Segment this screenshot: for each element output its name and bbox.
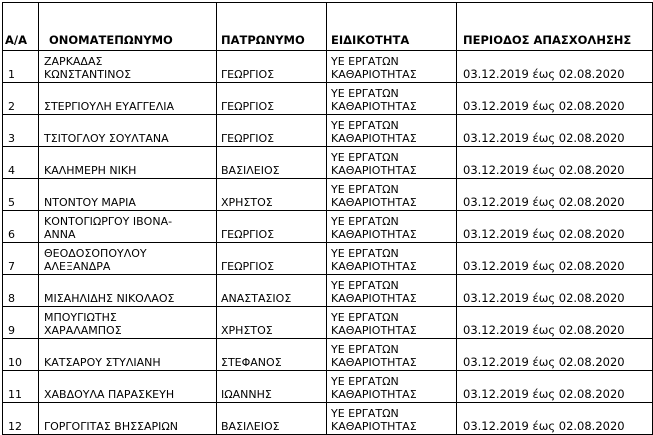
- cell-specialty-line1: ΥΕ ΕΡΓΑΤΩΝ: [331, 247, 399, 260]
- cell-specialty: [327, 211, 457, 243]
- cell-specialty-line1: ΥΕ ΕΡΓΑΤΩΝ: [331, 183, 399, 196]
- cell-period: 03.12.2019 έως 02.08.2020: [457, 115, 653, 147]
- cell-name: [39, 211, 217, 243]
- cell-father: ΒΑΣΙΛΕΙΟΣ: [217, 403, 327, 435]
- cell-name-line2: ΜΙΣΑΗΛΙΔΗΣ ΝΙΚΟΛΑΟΣ: [44, 292, 175, 305]
- cell-specialty-line2: ΚΑΘΑΡΙΟΤΗΤΑΣ: [331, 292, 417, 305]
- cell-aa: 5: [3, 179, 39, 211]
- header-name: ΟΝΟΜΑΤΕΠΩΝΥΜΟ: [39, 3, 217, 51]
- cell-specialty-line1: ΥΕ ΕΡΓΑΤΩΝ: [331, 55, 399, 68]
- table-row: [3, 211, 653, 243]
- cell-name: [39, 243, 217, 275]
- cell-specialty: [327, 403, 457, 435]
- cell-aa: 7: [3, 243, 39, 275]
- cell-period: 03.12.2019 έως 02.08.2020: [457, 243, 653, 275]
- cell-period: 03.12.2019 έως 02.08.2020: [457, 339, 653, 371]
- cell-name: [39, 51, 217, 83]
- cell-period: 03.12.2019 έως 02.08.2020: [457, 147, 653, 179]
- cell-aa: 11: [3, 371, 39, 403]
- cell-specialty: [327, 83, 457, 115]
- cell-period: 03.12.2019 έως 02.08.2020: [457, 307, 653, 339]
- cell-name-line1: ΘΕΟΔΟΣΟΠΟΥΛΟΥ: [44, 247, 147, 260]
- cell-name-line1: [44, 183, 216, 196]
- cell-father: ΣΤΕΦΑΝΟΣ: [217, 339, 327, 371]
- table-row: [3, 83, 653, 115]
- cell-name-line1: [44, 151, 216, 164]
- table-row: [3, 339, 653, 371]
- cell-father: ΓΕΩΡΓΙΟΣ: [217, 243, 327, 275]
- cell-name-line1: [44, 119, 216, 132]
- cell-period: 03.12.2019 έως 02.08.2020: [457, 371, 653, 403]
- cell-aa: 6: [3, 211, 39, 243]
- cell-name-line2: ΣΤΕΡΓΙΟΥΛΗ ΕΥΑΓΓΕΛΙΑ: [44, 100, 174, 113]
- cell-name-line1: [44, 407, 216, 420]
- cell-aa: 1: [3, 51, 39, 83]
- cell-aa: 2: [3, 83, 39, 115]
- cell-name-line1: [44, 279, 216, 292]
- table-row: [3, 307, 653, 339]
- cell-specialty: [327, 339, 457, 371]
- cell-aa: 12: [3, 403, 39, 435]
- cell-specialty: [327, 307, 457, 339]
- cell-name-line1: ΖΑΡΚΑΔΑΣ: [44, 55, 103, 68]
- cell-name: [39, 83, 217, 115]
- cell-specialty-line1: ΥΕ ΕΡΓΑΤΩΝ: [331, 279, 399, 292]
- table-row: [3, 147, 653, 179]
- cell-specialty-line2: ΚΑΘΑΡΙΟΤΗΤΑΣ: [331, 68, 417, 81]
- cell-aa: 8: [3, 275, 39, 307]
- cell-aa: 10: [3, 339, 39, 371]
- cell-specialty-line2: ΚΑΘΑΡΙΟΤΗΤΑΣ: [331, 196, 417, 209]
- cell-specialty-line2: ΚΑΘΑΡΙΟΤΗΤΑΣ: [331, 132, 417, 145]
- cell-name-line2: ΧΑΡΑΛΑΜΠΟΣ: [44, 324, 122, 337]
- table-row: [3, 115, 653, 147]
- cell-name-line1: [44, 87, 216, 100]
- cell-name-line2: ΚΑΛΗΜΕΡΗ ΝΙΚΗ: [44, 164, 137, 177]
- cell-specialty-line2: ΚΑΘΑΡΙΟΤΗΤΑΣ: [331, 260, 417, 273]
- cell-specialty: [327, 51, 457, 83]
- cell-specialty: [327, 179, 457, 211]
- cell-specialty: [327, 115, 457, 147]
- cell-specialty-line2: ΚΑΘΑΡΙΟΤΗΤΑΣ: [331, 164, 417, 177]
- cell-father: ΓΕΩΡΓΙΟΣ: [217, 51, 327, 83]
- cell-father: ΧΡΗΣΤΟΣ: [217, 179, 327, 211]
- cell-period: 03.12.2019 έως 02.08.2020: [457, 51, 653, 83]
- cell-name-line2: ΤΣΙΤΟΓΛΟΥ ΣΟΥΛΤΑΝΑ: [44, 132, 169, 145]
- cell-father: ΙΩΑΝΝΗΣ: [217, 371, 327, 403]
- header-period: ΠΕΡΙΟΔΟΣ ΑΠΑΣΧΟΛΗΣΗΣ: [457, 3, 653, 51]
- cell-period: 03.12.2019 έως 02.08.2020: [457, 83, 653, 115]
- cell-period: 03.12.2019 έως 02.08.2020: [457, 403, 653, 435]
- cell-name-line2: ΧΑΒΔΟΥΛΑ ΠΑΡΑΣΚΕΥΗ: [44, 388, 175, 401]
- cell-aa: 3: [3, 115, 39, 147]
- cell-name-line2: ΚΑΤΣΑΡΟΥ ΣΤΥΛΙΑΝΗ: [44, 356, 161, 369]
- cell-name: [39, 275, 217, 307]
- cell-name: [39, 115, 217, 147]
- cell-father: ΑΝΑΣΤΑΣΙΟΣ: [217, 275, 327, 307]
- table-row: [3, 51, 653, 83]
- cell-father: ΓΕΩΡΓΙΟΣ: [217, 211, 327, 243]
- cell-specialty-line1: ΥΕ ΕΡΓΑΤΩΝ: [331, 343, 399, 356]
- cell-specialty-line1: ΥΕ ΕΡΓΑΤΩΝ: [331, 151, 399, 164]
- header-aa: Α/Α: [3, 3, 39, 51]
- cell-specialty-line1: ΥΕ ΕΡΓΑΤΩΝ: [331, 87, 399, 100]
- cell-period: 03.12.2019 έως 02.08.2020: [457, 211, 653, 243]
- cell-name-line1: ΜΠΟΥΓΙΩΤΗΣ: [44, 311, 117, 324]
- table-body: [3, 51, 653, 435]
- cell-name-line2: ΑΛΕΞΑΝΔΡΑ: [44, 260, 111, 273]
- cell-specialty: [327, 371, 457, 403]
- cell-father: ΧΡΗΣΤΟΣ: [217, 307, 327, 339]
- cell-name-line1: [44, 375, 216, 388]
- cell-name: [39, 147, 217, 179]
- cell-name: [39, 179, 217, 211]
- cell-specialty: [327, 275, 457, 307]
- cell-specialty-line1: ΥΕ ΕΡΓΑΤΩΝ: [331, 407, 399, 420]
- cell-aa: 4: [3, 147, 39, 179]
- cell-name: [39, 403, 217, 435]
- cell-specialty-line2: ΚΑΘΑΡΙΟΤΗΤΑΣ: [331, 228, 417, 241]
- cell-specialty-line2: ΚΑΘΑΡΙΟΤΗΤΑΣ: [331, 420, 417, 433]
- cell-father: ΒΑΣΙΛΕΙΟΣ: [217, 147, 327, 179]
- cell-name-line2: ΚΩΝΣΤΑΝΤΙΝΟΣ: [44, 68, 132, 81]
- table-row: [3, 179, 653, 211]
- cell-name-line1: ΚΟΝΤΟΓΙΩΡΓΟΥ ΙΒΟΝΑ-: [44, 215, 173, 228]
- cell-name: [39, 339, 217, 371]
- cell-specialty-line1: ΥΕ ΕΡΓΑΤΩΝ: [331, 311, 399, 324]
- header-row: [3, 3, 653, 51]
- table-row: [3, 403, 653, 435]
- cell-name-line2: ΑΝΝΑ: [44, 228, 76, 241]
- table-row: [3, 243, 653, 275]
- cell-specialty: [327, 147, 457, 179]
- cell-specialty-line2: ΚΑΘΑΡΙΟΤΗΤΑΣ: [331, 388, 417, 401]
- cell-specialty-line2: ΚΑΘΑΡΙΟΤΗΤΑΣ: [331, 356, 417, 369]
- cell-specialty-line1: ΥΕ ΕΡΓΑΤΩΝ: [331, 119, 399, 132]
- cell-specialty-line2: ΚΑΘΑΡΙΟΤΗΤΑΣ: [331, 100, 417, 113]
- cell-aa: 9: [3, 307, 39, 339]
- cell-name-line2: ΝΤΟΝΤΟΥ ΜΑΡΙΑ: [44, 196, 136, 209]
- employees-table: [2, 2, 653, 435]
- cell-name-line1: [44, 343, 216, 356]
- cell-specialty-line1: ΥΕ ΕΡΓΑΤΩΝ: [331, 215, 399, 228]
- cell-father: ΓΕΩΡΓΙΟΣ: [217, 83, 327, 115]
- cell-name: [39, 371, 217, 403]
- cell-specialty: [327, 243, 457, 275]
- cell-period: 03.12.2019 έως 02.08.2020: [457, 179, 653, 211]
- cell-name-line2: ΓΟΡΓΟΓΙΤΑΣ ΒΗΣΣΑΡΙΩΝ: [44, 420, 179, 433]
- cell-specialty-line1: ΥΕ ΕΡΓΑΤΩΝ: [331, 375, 399, 388]
- cell-specialty-line2: ΚΑΘΑΡΙΟΤΗΤΑΣ: [331, 324, 417, 337]
- header-specialty: ΕΙΔΙΚΟΤΗΤΑ: [327, 3, 457, 51]
- header-father: ΠΑΤΡΩΝΥΜΟ: [217, 3, 327, 51]
- table-row: [3, 275, 653, 307]
- cell-name: [39, 307, 217, 339]
- cell-period: 03.12.2019 έως 02.08.2020: [457, 275, 653, 307]
- table-row: [3, 371, 653, 403]
- cell-father: ΓΕΩΡΓΙΟΣ: [217, 115, 327, 147]
